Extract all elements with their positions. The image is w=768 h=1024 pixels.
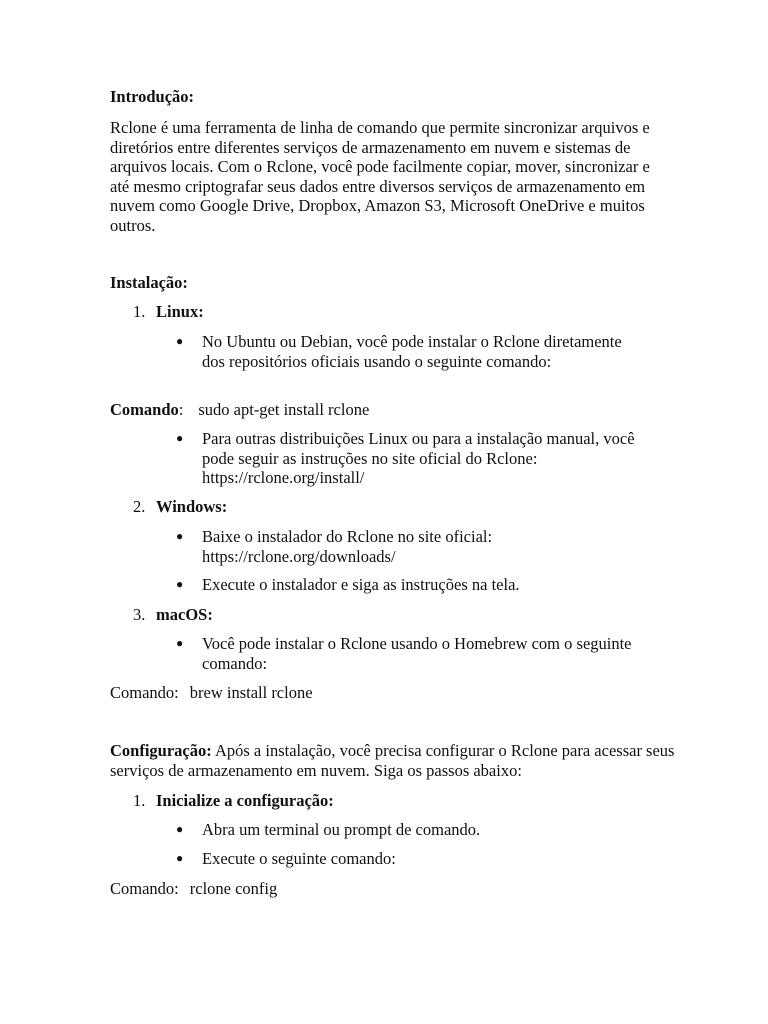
bullet-icon: ● bbox=[176, 636, 184, 650]
list-number: 3. bbox=[133, 605, 146, 624]
config-paragraph bbox=[110, 741, 680, 780]
macos-title: macOS: bbox=[156, 605, 213, 624]
list-item bbox=[176, 429, 646, 488]
config-command bbox=[110, 879, 277, 899]
command-label: Comando bbox=[110, 400, 179, 419]
bullet-icon: ● bbox=[176, 431, 184, 445]
list-number: 1. bbox=[133, 302, 146, 321]
bullet-icon: ● bbox=[176, 529, 184, 543]
command-label: Comando: bbox=[110, 683, 179, 702]
list-item bbox=[176, 575, 646, 595]
linux-bullet-2: Para outras distribuições Linux ou para a instalação manual, você pode seguir as instruções no site oficial do Rclone: https://rclone.org/install/ bbox=[202, 429, 635, 487]
init-title: Inicialize a configuração: bbox=[156, 791, 334, 810]
macos-command bbox=[110, 683, 313, 703]
bullet-icon: ● bbox=[176, 577, 184, 591]
linux-command bbox=[110, 400, 369, 420]
list-item-windows bbox=[133, 497, 227, 517]
command-colon: : bbox=[178, 400, 184, 419]
command-value: rclone config bbox=[189, 879, 278, 898]
windows-bullet-1: Baixe o instalador do Rclone no site oficial: https://rclone.org/downloads/ bbox=[202, 527, 493, 566]
config-text: Após a instalação, você precisa configurar o Rclone para acessar seus serviços de armazenamento em nuvem. Siga os passos abaixo: bbox=[110, 741, 675, 780]
list-number: 1. bbox=[133, 791, 146, 810]
list-item-macos bbox=[133, 605, 213, 625]
config-heading: Configuração: bbox=[110, 741, 212, 760]
command-value: sudo apt-get install rclone bbox=[198, 400, 370, 419]
init-bullet-1: Abra um terminal ou prompt de comando. bbox=[202, 820, 481, 839]
command-label: Comando: bbox=[110, 879, 179, 898]
windows-title: Windows: bbox=[156, 497, 228, 516]
bullet-icon: ● bbox=[176, 851, 184, 865]
macos-bullet-1: Você pode instalar o Rclone usando o Homebrew com o seguinte comando: bbox=[202, 634, 632, 673]
list-number: 2. bbox=[133, 497, 146, 516]
intro-heading: Introdução: bbox=[110, 87, 195, 106]
list-item bbox=[176, 820, 646, 840]
init-bullet-2: Execute o seguinte comando: bbox=[202, 849, 396, 868]
install-heading: Instalação: bbox=[110, 273, 188, 292]
windows-bullet-2: Execute o instalador e siga as instruções na tela. bbox=[202, 575, 520, 594]
list-item bbox=[176, 634, 646, 673]
list-item bbox=[176, 849, 646, 869]
list-item-linux bbox=[133, 302, 204, 322]
linux-bullet-1: No Ubuntu ou Debian, você pode instalar o Rclone diretamente dos repositórios oficiais usando o seguinte comando: bbox=[202, 332, 622, 371]
bullet-icon: ● bbox=[176, 334, 184, 348]
list-item-init bbox=[133, 791, 334, 811]
linux-title: Linux: bbox=[156, 302, 204, 321]
bullet-icon: ● bbox=[176, 822, 184, 836]
list-item bbox=[176, 332, 646, 371]
command-value: brew install rclone bbox=[189, 683, 313, 702]
list-item bbox=[176, 527, 646, 566]
intro-paragraph: Rclone é uma ferramenta de linha de comando que permite sincronizar arquivos e diretórios entre diferentes serviços de armazenamento em nuvem e sistemas de arquivos locais. Com o Rclone, você pode facilmente copiar, mover, sincronizar e até mesmo criptografar seus dados entre diversos serviços de armazenamento em nuvem como Google Drive, Dropbox, Amazon S3, Microsoft OneDrive e muitos outros. bbox=[110, 118, 650, 235]
